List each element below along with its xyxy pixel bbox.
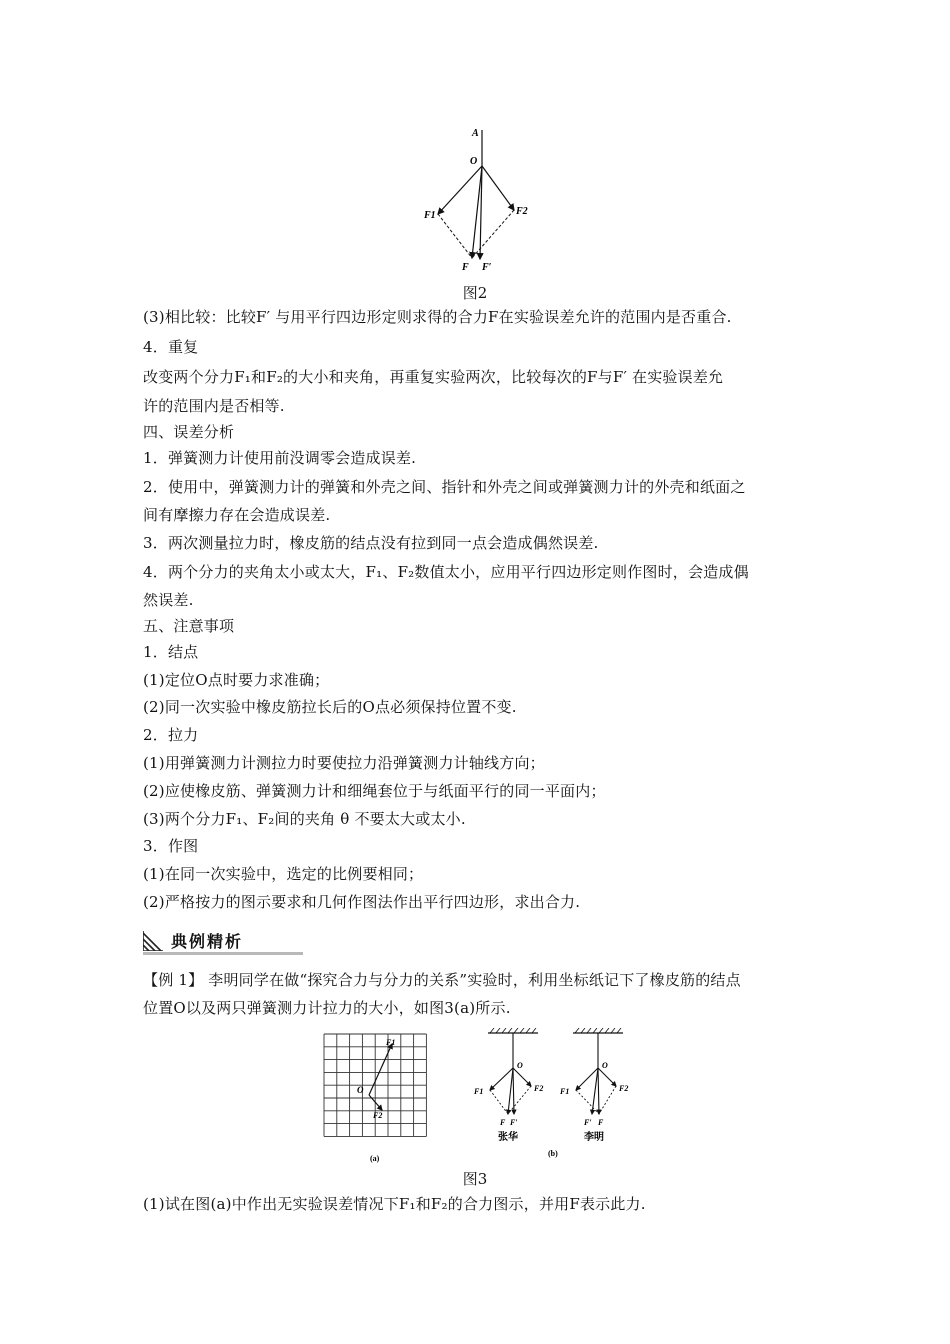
paragraph-repeat-2: 许的范围内是否相等. — [143, 397, 285, 415]
heading-error-analysis: 四、误差分析 — [143, 423, 235, 441]
fig3a-label-f2: F2 — [373, 1111, 383, 1120]
dashed-f1-f — [438, 214, 472, 258]
fig3a-caption: (a) — [370, 1154, 380, 1163]
section-underline — [143, 952, 303, 955]
paragraph-repeat-1: 改变两个分力F₁和F₂的大小和夹角，再重复实验两次，比较每次的F与F′ 在实验误差允 — [143, 368, 724, 386]
svg-text:O: O — [517, 1061, 523, 1070]
section-title: 典例精析 — [171, 932, 244, 951]
svg-text:F2: F2 — [534, 1084, 544, 1093]
svg-text:F2: F2 — [619, 1084, 629, 1093]
label-f1: F1 — [424, 210, 436, 221]
dashed-f2-f — [472, 210, 514, 258]
heading-pull: 2．拉力 — [143, 726, 199, 744]
svg-text:张华: 张华 — [498, 1132, 518, 1143]
svg-text:李明: 李明 — [584, 1132, 604, 1143]
svg-text:F′: F′ — [510, 1118, 518, 1127]
fig3b-caption: (b) — [548, 1149, 558, 1158]
vector-f2 — [482, 166, 514, 210]
paragraph-pull-2: (2)应使橡皮筋、弹簧测力计和细绳套位于与纸面平行的同一平面内； — [143, 782, 606, 800]
figure-2-caption: 图2 — [462, 284, 488, 302]
example-line-1: 【例 1】 李明同学在做“探究合力与分力的关系”实验时，利用坐标纸记下了橡皮筋的结点 — [143, 971, 741, 989]
paragraph-error-2a: 2．使用中，弹簧测力计的弹簧和外壳之间、指针和外壳之间或弹簧测力计的外壳和纸面之 — [143, 478, 746, 496]
section-stripe-icon — [143, 931, 163, 951]
paragraph-error-3: 3．两次测量拉力时，橡皮筋的结点没有拉到同一点会造成偶然误差. — [143, 534, 599, 552]
figure-3-caption: 图3 — [462, 1170, 488, 1188]
heading-knot: 1．结点 — [143, 643, 199, 661]
paragraph-knot-1: (1)定位O点时要力求准确； — [143, 671, 330, 689]
paragraph-error-1: 1．弹簧测力计使用前没调零会造成误差. — [143, 449, 417, 467]
label-f: F — [462, 262, 469, 273]
heading-notes: 五、注意事项 — [143, 617, 235, 635]
heading-repeat: 4．重复 — [143, 338, 199, 356]
vector-f1 — [438, 166, 482, 214]
figure-2-force-diagram — [410, 118, 540, 278]
label-f2: F2 — [516, 206, 528, 217]
paragraph-drawing-1: (1)在同一次实验中，选定的比例要相同； — [143, 865, 424, 883]
section-banner — [143, 929, 303, 955]
fig3a-label-f1: F1 — [386, 1038, 396, 1047]
paragraph-error-4b: 然误差. — [143, 591, 194, 609]
paragraph-error-4a: 4．两个分力的夹角太小或太大，F₁、F₂数值太小，应用平行四边形定则作图时，会造成偶 — [143, 563, 749, 581]
label-o: O — [470, 156, 478, 167]
svg-text:F: F — [500, 1118, 506, 1127]
paragraph-pull-1: (1)用弹簧测力计测拉力时要使拉力沿弹簧测力计轴线方向； — [143, 754, 545, 772]
paragraph-knot-2: (2)同一次实验中橡皮筋拉长后的O点必须保持位置不变. — [143, 698, 517, 716]
fig3a-label-o: O — [357, 1085, 364, 1095]
question-1: (1)试在图(a)中作出无实验误差情况下F₁和F₂的合力图示，并用F表示此力. — [143, 1195, 646, 1213]
figure-3a-grid — [320, 1030, 435, 1165]
paragraph-error-2b: 间有摩擦力存在会造成误差. — [143, 506, 331, 524]
diagram-zhanghua — [473, 1028, 543, 1143]
svg-text:F: F — [598, 1118, 604, 1127]
svg-text:F′: F′ — [584, 1118, 592, 1127]
paragraph-compare: (3)相比较：比较F′ 与用平行四边形定则求得的合力F在实验误差允许的范围内是否重合. — [143, 308, 732, 326]
svg-text:F1: F1 — [474, 1087, 484, 1096]
label-fprime: F′ — [482, 262, 492, 273]
figure-3b-diagrams — [468, 1028, 648, 1166]
label-a: A — [472, 128, 479, 139]
paragraph-pull-3: (3)两个分力F₁、F₂间的夹角 θ 不要太大或太小. — [143, 810, 466, 828]
example-line-2: 位置O以及两只弹簧测力计拉力的大小，如图3(a)所示. — [143, 999, 511, 1017]
heading-drawing: 3．作图 — [143, 837, 199, 855]
svg-text:O: O — [602, 1061, 608, 1070]
diagram-liming — [559, 1028, 628, 1143]
paragraph-drawing-2: (2)严格按力的图示要求和几何作图法作出平行四边形，求出合力. — [143, 893, 581, 911]
svg-text:F1: F1 — [560, 1087, 570, 1096]
vector-a-f1 — [369, 1044, 392, 1095]
